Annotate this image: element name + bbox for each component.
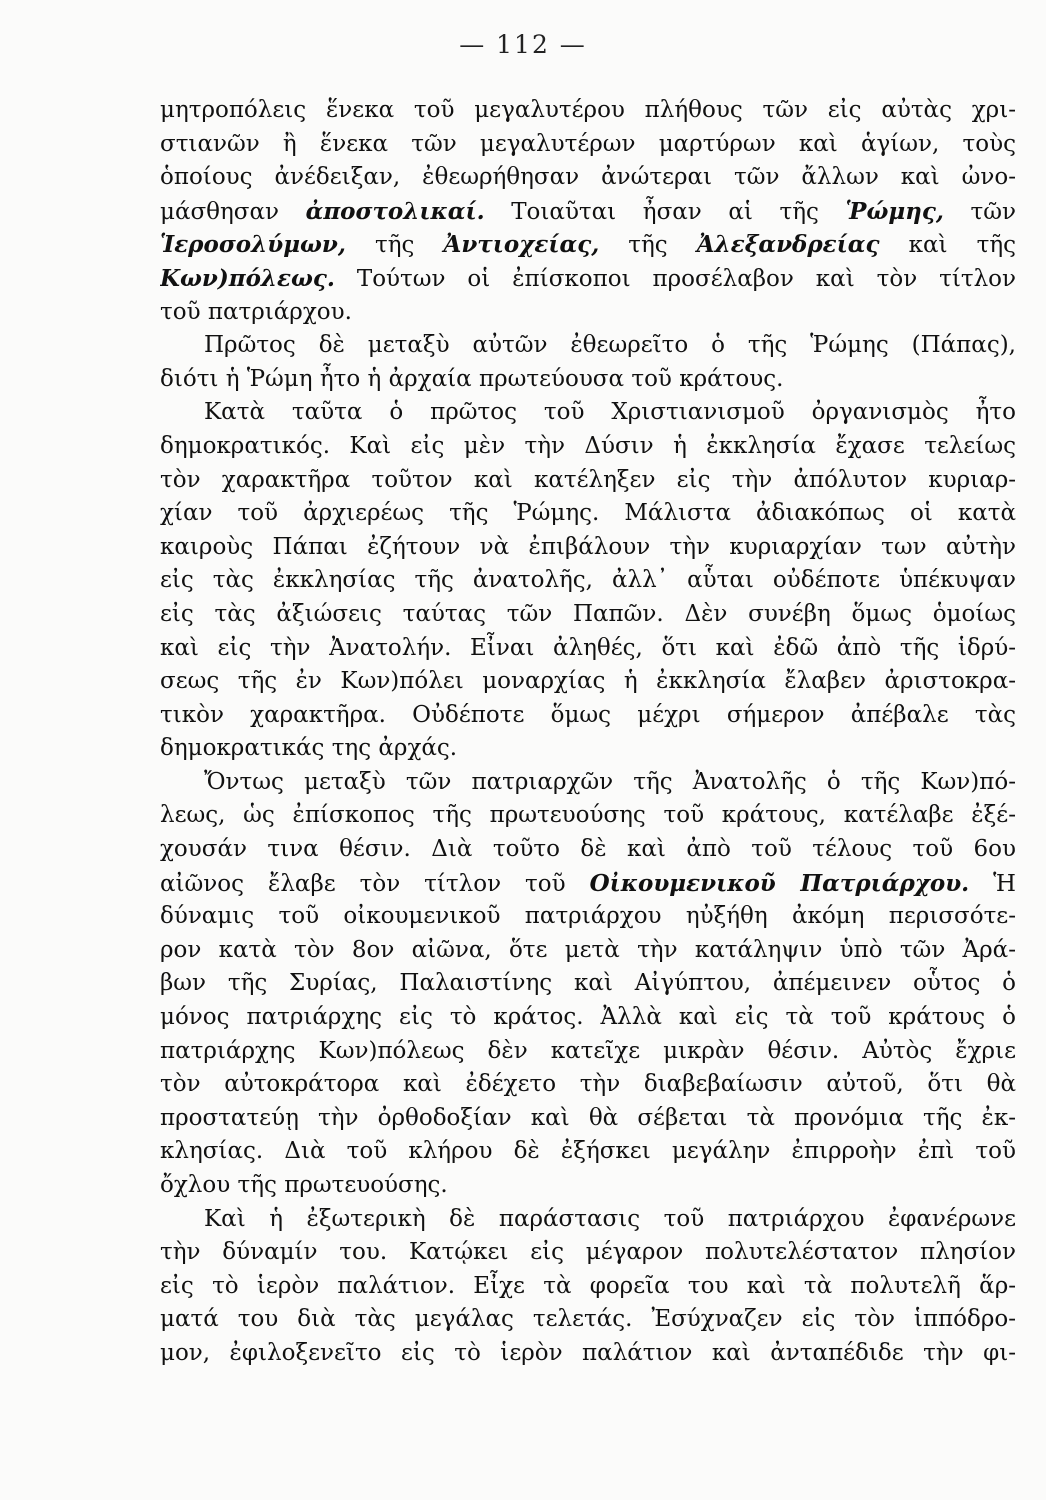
text-run: καιροὺς Πάπαι ἐζήτουν νὰ ἐπιβάλουν τὴν κυριαρχίαν των αὐτὴν xyxy=(160,533,1016,560)
text-run: τὸν χαρακτῆρα τοῦτον καὶ κατέληξεν εἰς τὴν ἀπόλυτον κυριαρ- xyxy=(160,466,1016,493)
text-line xyxy=(160,531,1016,565)
text-line xyxy=(160,262,1016,296)
text-line xyxy=(160,1068,1016,1102)
text-line xyxy=(160,1035,1016,1069)
text-run: πατριάρχης Κων)πόλεως δὲν κατεῖχε μικρὰν θέσιν. Αὐτὸς ἔχριε xyxy=(160,1037,1016,1064)
text-line xyxy=(160,430,1016,464)
text-line xyxy=(160,1135,1016,1169)
text-line xyxy=(160,1236,1016,1270)
text-line xyxy=(160,632,1016,666)
text-line xyxy=(160,94,1016,128)
text-line xyxy=(160,1337,1016,1371)
text-run: διότι ἡ Ῥώμη ἦτο ἡ ἀρχαία πρωτεύουσα τοῦ κράτους. xyxy=(160,365,784,392)
text-run: μητροπόλεις ἕνεκα τοῦ μεγαλυτέρου πλήθους τῶν εἰς αὐτὰς χρι- xyxy=(160,97,1016,123)
text-run: λεως, ὡς ἐπίσκοπος τῆς πρωτευούσης τοῦ κράτους, κατέλαβε ἐξέ- xyxy=(160,802,1016,829)
emphasized-term: Ἀλεξανδρείας xyxy=(696,231,880,259)
text-run: Ἡ xyxy=(969,870,1016,897)
text-line xyxy=(160,296,1016,330)
text-line xyxy=(160,1001,1016,1035)
text-line xyxy=(160,934,1016,968)
text-run: Καὶ ἡ ἐξωτερικὴ δὲ παράστασις τοῦ πατριάρχου ἐφανέρωνε xyxy=(204,1205,1016,1232)
text-run: μάσθησαν xyxy=(160,198,306,225)
text-run: τὸν αὐτοκράτορα καὶ ἐδέχετο τὴν διαβεβαίωσιν αὐτοῦ, ὅτι θὰ xyxy=(160,1071,1016,1098)
text-run: κλησίας. Διὰ τοῦ κλήρου δὲ ἐξήσκει μεγάλην ἐπιρροὴν ἐπὶ τοῦ xyxy=(160,1138,1016,1165)
text-line xyxy=(160,967,1016,1001)
text-run: ὄχλου τῆς πρωτευούσης. xyxy=(160,1172,448,1198)
text-line xyxy=(160,564,1016,598)
text-run: Τούτων οἱ ἐπίσκοποι προσέλαβον καὶ τὸν τίτλον xyxy=(334,265,1016,292)
text-line xyxy=(160,497,1016,531)
text-line xyxy=(160,799,1016,833)
text-run: δημοκρατικάς της ἀρχάς. xyxy=(160,735,458,762)
text-run: μον, ἐφιλοξενεῖτο εἰς τὸ ἱερὸν παλάτιον καὶ ἀνταπέδιδε τὴν φι- xyxy=(160,1339,1016,1366)
text-run: τῆς xyxy=(599,232,697,259)
text-run: δύναμις τοῦ οἰκουμενικοῦ πατριάρχου ηὐξήθη ἀκόμη περισσότε- xyxy=(160,903,1016,930)
text-run: καὶ εἰς τὴν Ἀνατολήν. Εἶναι ἀληθές, ὅτι καὶ ἐδῶ ἀπὸ τῆς ἱδρύ- xyxy=(160,634,1016,661)
text-run: Κατὰ ταῦτα ὁ πρῶτος τοῦ Χριστιανισμοῦ ὀργανισμὸς ἦτο xyxy=(204,399,1016,426)
text-run: ὁποίους ἀνέδειξαν, ἐθεωρήθησαν ἀνώτεραι τῶν ἄλλων καὶ ὠνο- xyxy=(160,164,1016,191)
text-run: εἰς τὰς ἐκκλησίας τῆς ἀνατολῆς, ἀλλ᾽ αὗται οὐδέποτε ὑπέκυψαν xyxy=(160,567,1016,594)
text-line xyxy=(160,464,1016,498)
text-run: στιανῶν ἢ ἕνεκα τῶν μεγαλυτέρων μαρτύρων καὶ ἁγίων, τοὺς xyxy=(160,130,1016,157)
text-run: σεως τῆς ἐν Κων)πόλει μοναρχίας ἡ ἐκκλησία ἔλαβεν ἀριστοκρα- xyxy=(160,668,1016,695)
text-run: βων τῆς Συρίας, Παλαιστίνης καὶ Αἰγύπτου, ἀπέμεινεν οὗτος ὁ xyxy=(160,970,1016,997)
emphasized-term: Ῥώμης, xyxy=(845,197,944,225)
text-line xyxy=(160,128,1016,162)
text-run: καὶ τῆς xyxy=(879,232,1016,259)
text-line xyxy=(160,1102,1016,1136)
text-line xyxy=(160,833,1016,867)
text-run: τοῦ πατριάρχου. xyxy=(160,298,352,325)
emphasized-term: Κων)πόλεως. xyxy=(160,264,335,292)
text-line xyxy=(160,329,1016,363)
text-run: μόνος πατριάρχης εἰς τὸ κράτος. Ἀλλὰ καὶ εἰς τὰ τοῦ κράτους ὁ xyxy=(160,1004,1016,1031)
text-run: ρον κατὰ τὸν 8ον αἰῶνα, ὅτε μετὰ τὴν κατάληψιν ὑπὸ τῶν Ἀρά- xyxy=(160,936,1016,963)
text-run: τῶν xyxy=(943,198,1016,225)
text-run: εἰς τὸ ἱερὸν παλάτιον. Εἶχε τὰ φορεῖα του καὶ τὰ πολυτελῆ ἅρ- xyxy=(160,1272,1016,1299)
text-line xyxy=(160,699,1016,733)
text-line xyxy=(160,900,1016,934)
text-line xyxy=(160,1303,1016,1337)
emphasized-term: ἀποστολικαί. xyxy=(305,197,485,225)
text-run: δημοκρατικός. Καὶ εἰς μὲν τὴν Δύσιν ἡ ἐκκλησία ἔχασε τελείως xyxy=(160,432,1016,459)
text-run: τὴν δύναμίν του. Κατῴκει εἰς μέγαρον πολυτελέστατον πλησίον xyxy=(160,1239,1016,1266)
text-run: ματά του διὰ τὰς μεγάλας τελετάς. Ἐσύχναζεν εἰς τὸν ἱππόδρο- xyxy=(160,1306,1016,1333)
text-run: Ὄντως μεταξὺ τῶν πατριαρχῶν τῆς Ἀνατολῆς ὁ τῆς Κων)πό- xyxy=(204,768,1016,795)
text-line xyxy=(160,598,1016,632)
text-run: προστατεύῃ τὴν ὀρθοδοξίαν καὶ θὰ σέβεται τὰ προνόμια τῆς ἐκ- xyxy=(160,1104,1016,1131)
text-run: χουσάν τινα θέσιν. Διὰ τοῦτο δὲ καὶ ἀπὸ τοῦ τέλους τοῦ 6ου xyxy=(160,836,1016,863)
emphasized-term: Ἀντιοχείας, xyxy=(443,231,600,259)
emphasized-term: Ἱεροσολύμων, xyxy=(160,231,346,259)
text-line xyxy=(160,766,1016,800)
text-line xyxy=(160,195,1016,229)
text-run: εἰς τὰς ἀξιώσεις ταύτας τῶν Παπῶν. Δὲν συνέβη ὅμως ὁμοίως xyxy=(160,600,1016,627)
body-text xyxy=(160,94,1016,1371)
text-line xyxy=(160,161,1016,195)
text-run: τικὸν χαρακτῆρα. Οὐδέποτε ὅμως μέχρι σήμερον ἀπέβαλε τὰς xyxy=(160,701,1016,728)
text-line xyxy=(160,363,1016,397)
text-run: Τοιαῦται ἦσαν αἱ τῆς xyxy=(484,198,846,225)
text-line xyxy=(160,1270,1016,1304)
emphasized-term: Οἰκουμενικοῦ Πατριάρχου. xyxy=(589,869,970,897)
text-line xyxy=(160,1203,1016,1237)
text-line xyxy=(160,396,1016,430)
page-number: — 112 — xyxy=(459,30,587,59)
text-line xyxy=(160,1169,1016,1203)
text-line xyxy=(160,867,1016,901)
text-run: τῆς xyxy=(345,232,444,259)
text-line xyxy=(160,228,1016,262)
text-run: αἰῶνος ἔλαβε τὸν τίτλον τοῦ xyxy=(160,870,590,897)
text-line xyxy=(160,732,1016,766)
text-run: χίαν τοῦ ἀρχιερέως τῆς Ῥώμης. Μάλιστα ἀδιακόπως οἱ κατὰ xyxy=(160,500,1016,527)
text-run: Πρῶτος δὲ μεταξὺ αὐτῶν ἐθεωρεῖτο ὁ τῆς Ῥώμης (Πάπας), xyxy=(204,332,1016,359)
text-line xyxy=(160,665,1016,699)
